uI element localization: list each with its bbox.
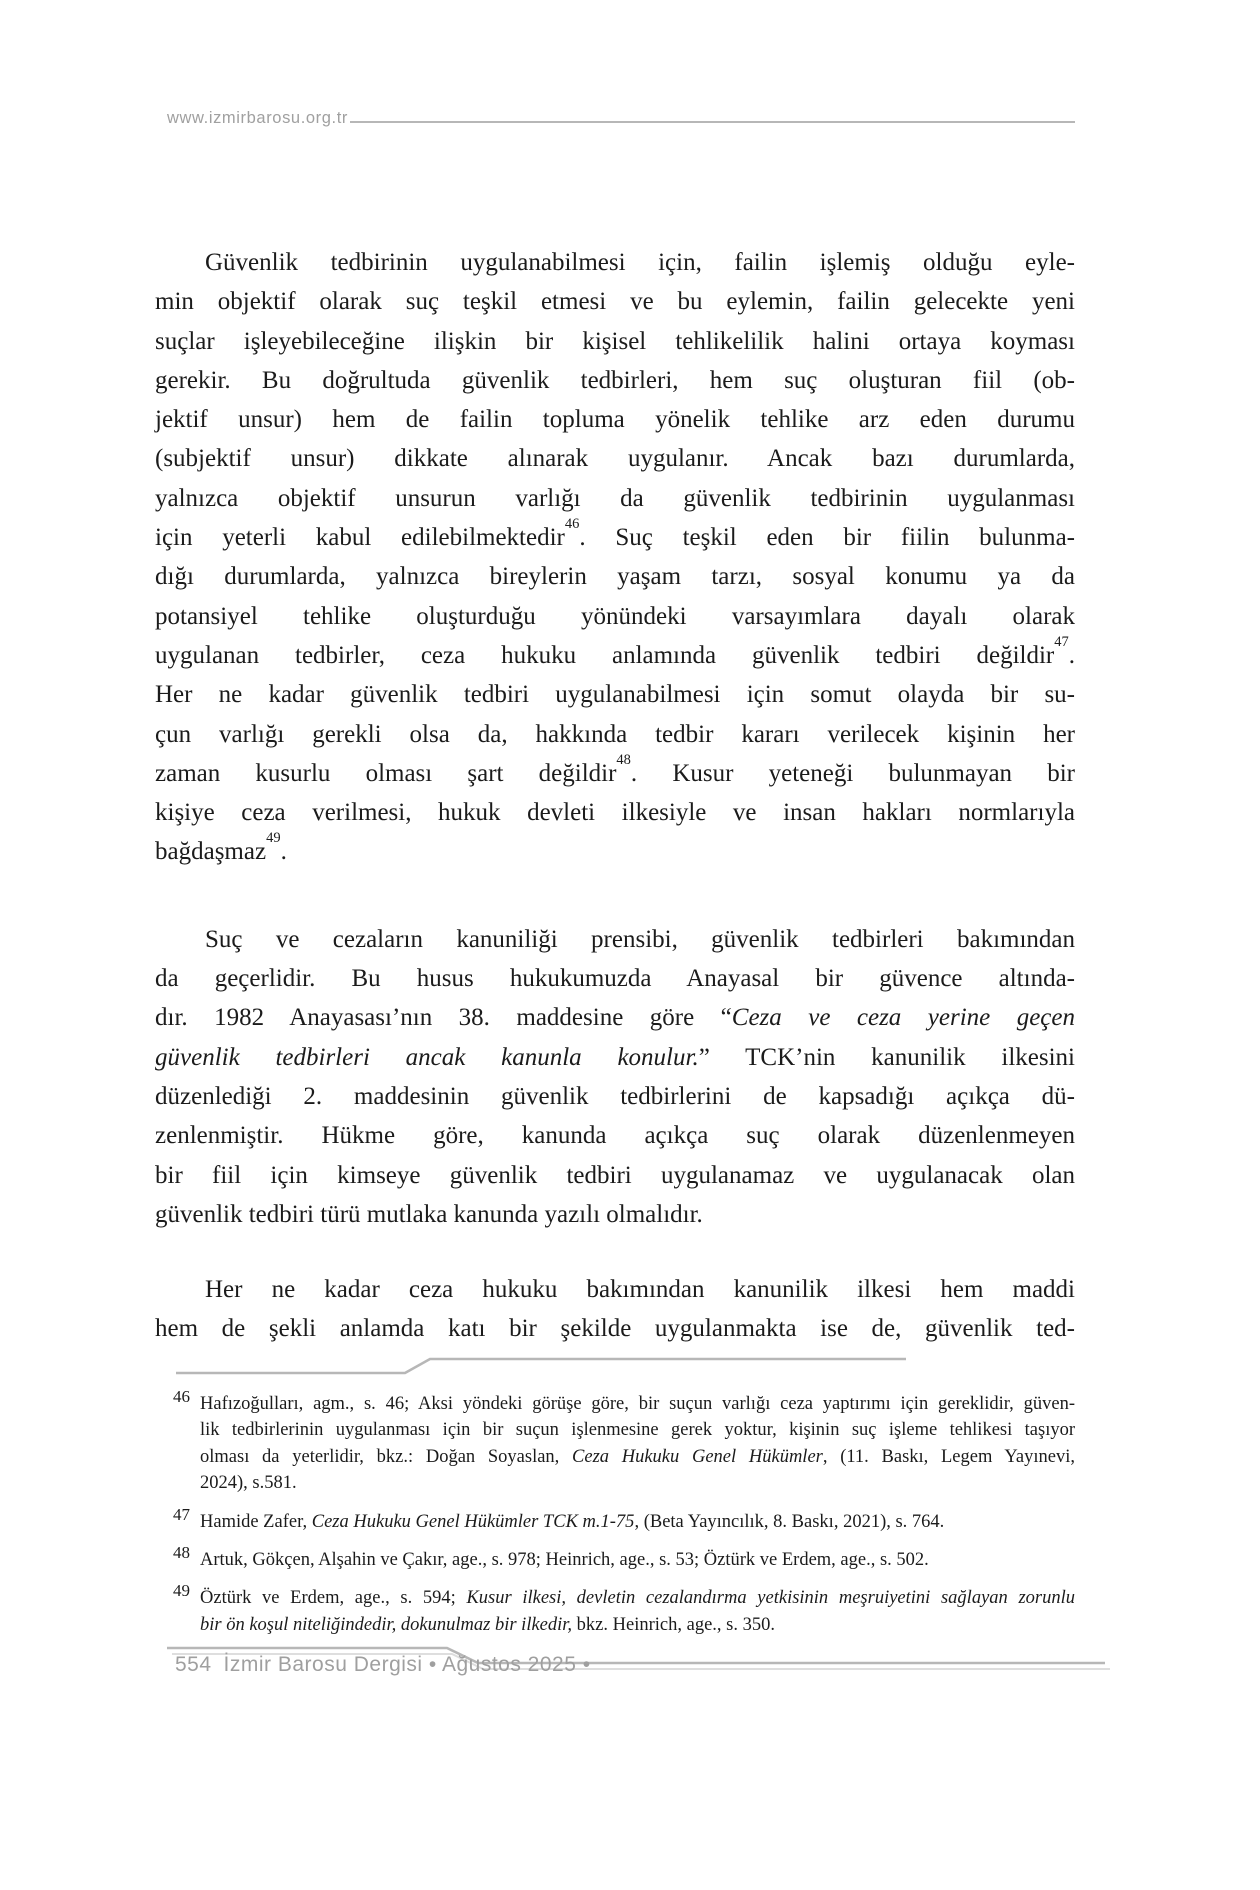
footnote-46 [155, 1387, 1075, 1497]
body-text-line: potansiyel tehlike oluşturduğu yönündeki varsayımlara dayalı olarak [155, 602, 1075, 630]
paragraph-2 [155, 920, 1075, 1234]
body-text-line: bağdaşmaz$^{49}$. [155, 830, 287, 866]
footnote-text-line: lik tedbirlerinin uygulanması için bir suçun işlenmesine gerek yoktur, kişinin suç işleme tehlikesi taşıyor [200, 1420, 1075, 1441]
footnote-text-line: Artuk, Gökçen, Alşahin ve Çakır, age., s. 978; Heinrich, age., s. 53; Öztürk ve Erdem, age., s. 502. [200, 1550, 929, 1571]
footnote-text-line: Hamide Zafer, Ceza Hukuku Genel Hükümler TCK m.1-75, (Beta Yayıncılık, 8. Baskı, 2021), s. 764. [200, 1511, 945, 1532]
body-text-line: yalnızca objektif unsurun varlığı da güvenlik tedbirinin uygulanması [155, 484, 1075, 512]
header-rule [350, 121, 1075, 123]
footnotes [155, 1387, 1075, 1638]
body-text-line: (subjektif unsur) dikkate alınarak uygulanır. Ancak bazı durumlarda, [155, 445, 1075, 473]
body-text-line: gerekir. Bu doğrultuda güvenlik tedbirleri, hem suç oluşturan fiil (ob- [155, 366, 1075, 394]
paragraph-1 [155, 243, 1075, 872]
body-text-line: Her ne kadar güvenlik tedbiri uygulanabilmesi için somut olayda bir su- [155, 681, 1075, 709]
body-text-line: zenlenmiştir. Hükme göre, kanunda açıkça suç olarak düzenlenmeyen [155, 1122, 1075, 1150]
body-text-line: bir fiil için kimseye güvenlik tedbiri uygulanamaz ve uygulanacak olan [155, 1161, 1075, 1189]
footnote-ref: 47 [1054, 633, 1069, 650]
footnote-text-line: 2024), s.581. [200, 1473, 297, 1494]
footnote-separator [150, 1352, 1090, 1376]
body-text-line: hem de şekli anlamda katı bir şekilde uygulanmakta ise de, güvenlik ted- [155, 1315, 1075, 1343]
body-text-line: Güvenlik tedbirinin uygulanabilmesi için, failin işlemiş olduğu eyle- [205, 249, 1075, 276]
footnote-text-line: Öztürk ve Erdem, age., s. 594; Kusur ilkesi, devletin cezalandırma yetkisinin meşruiyetini sağlayan zorunlu [200, 1588, 1075, 1609]
journal-line: İzmir Barosu Dergisi • Ağustos 2025 • [223, 1653, 591, 1676]
footnote-text-line: bir ön koşul niteliğindedir, dokunulmaz bir ilkedir, bkz. Heinrich, age., s. 350. [200, 1614, 775, 1635]
footnote-49 [155, 1581, 1075, 1638]
body-text-line: düzenlediği 2. maddesinin güvenlik tedbirlerini de kapsadığı açıkça dü- [155, 1082, 1075, 1110]
body-text-line: kişiye ceza verilmesi, hukuk devleti ilkesiyle ve insan hakları normlarıyla [155, 799, 1075, 827]
body-text-line: dığı durumlarda, yalnızca bireylerin yaşam tarzı, sosyal konumu ya da [155, 563, 1075, 591]
body-text-line: suçlar işleyebileceğine ilişkin bir kişisel tehlikelilik halini ortaya koyması [155, 327, 1075, 355]
footnote-text-line: olması da yeterlidir, bkz.: Doğan Soyaslan, Ceza Hukuku Genel Hükümler, (11. Baskı, Legem Yayınevi, [200, 1446, 1075, 1467]
footnote-ref: 46 [564, 515, 580, 532]
footnote-number: 46 [173, 1387, 190, 1406]
page-footer [175, 1653, 591, 1677]
footnote-number: 47 [173, 1504, 190, 1524]
body-text-line: Suç ve cezaların kanuniliği prensibi, güvenlik tedbirleri bakımından [205, 925, 1075, 953]
body-text-line: çun varlığı gerekli olsa da, hakkında tedbir kararı verilecek kişinin her [155, 720, 1075, 748]
footnote-text-line: Hafızoğulları, agm., s. 46; Aksi yöndeki görüşe göre, bir suçun varlığı ceza yaptırımı için gereklidir, güven- [200, 1394, 1075, 1414]
footnote-48 [155, 1543, 1075, 1573]
article-body [155, 243, 1075, 1349]
footnote-number: 49 [173, 1581, 190, 1601]
body-text-line: jektif unsur) hem de failin topluma yönelik tehlike arz eden durumu [155, 406, 1075, 434]
header-url: www.izmirbarosu.org.tr [167, 109, 348, 127]
body-text-line: için yeterli kabul edilebilmektedir$^{46}$. Suç teşkil eden bir fiilin bulunma- [155, 515, 1075, 552]
footnote-47 [155, 1504, 1075, 1535]
body-text-line: güvenlik tedbiri türü mutlaka kanunda yazılı olmalıdır. [155, 1200, 703, 1228]
footnote-ref: 48 [616, 751, 631, 768]
body-text-line: da geçerlidir. Bu husus hukukumuzda Anayasal bir güvence altında- [155, 965, 1075, 993]
page-number: 554 [175, 1653, 212, 1676]
body-text-line: Her ne kadar ceza hukuku bakımından kanunilik ilkesi hem maddi [205, 1276, 1075, 1304]
paragraph-3 [155, 1270, 1075, 1349]
body-text-line: dır. 1982 Anayasası’nın 38. maddesine göre “Ceza ve ceza yerine geçen [155, 1004, 1075, 1032]
body-text-line: min objektif olarak suç teşkil etmesi ve bu eylemin, failin gelecekte yeni [155, 288, 1075, 316]
footnote-number: 48 [173, 1543, 190, 1563]
body-text-line: uygulanan tedbirler, ceza hukuku anlamında güvenlik tedbiri değildir$^{47}$. [155, 633, 1075, 669]
body-text-line: güvenlik tedbirleri ancak kanunla konulur.” TCK’nin kanunilik ilkesini [155, 1043, 1075, 1071]
body-text-line: zaman kusurlu olması şart değildir$^{48}$. Kusur yeteneği bulunmayan bir [155, 751, 1075, 787]
footnote-ref: 49 [266, 830, 281, 847]
page-header [167, 108, 1075, 128]
